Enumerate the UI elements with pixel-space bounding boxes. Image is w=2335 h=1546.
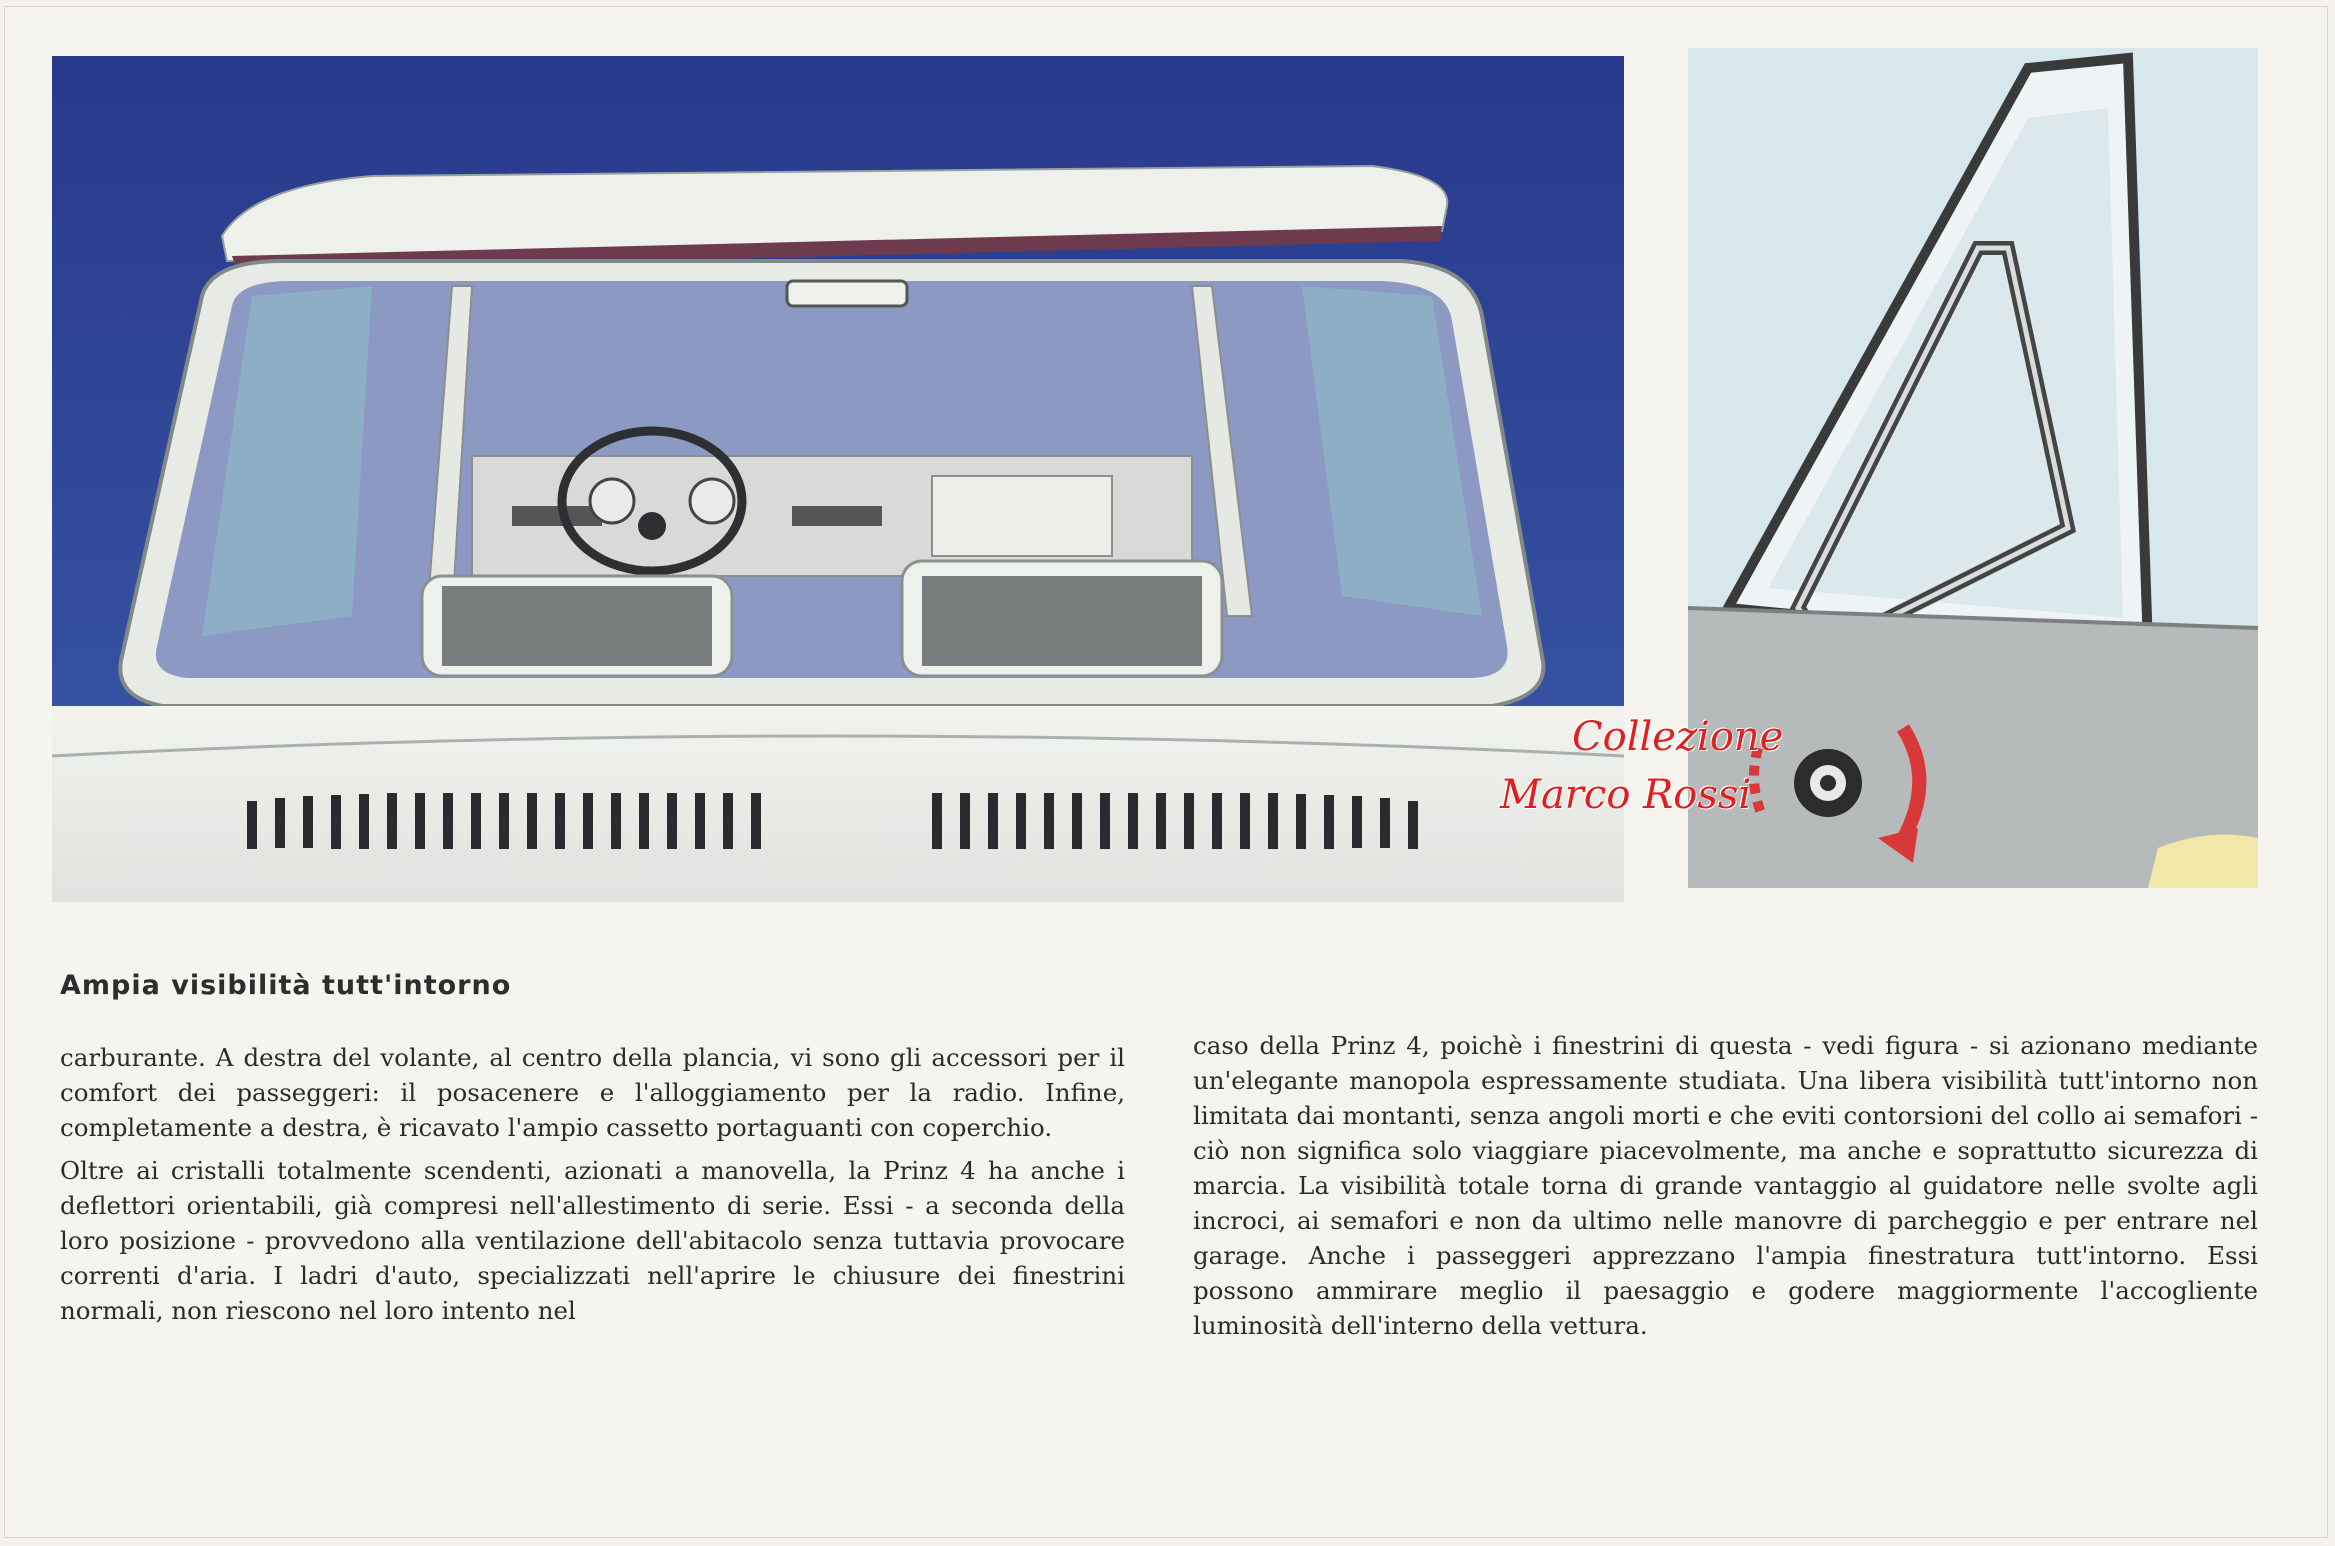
car-front-drawing: [52, 56, 1624, 902]
section-heading: Ampia visibilità tutt'intorno: [60, 970, 512, 1001]
left-paragraph-2: Oltre ai cristalli totalmente scendenti, azionati a manovella, la Prinz 4 ha anche i deflettori orientabili, già compresi nell'allestimento di serie. Essi - a seconda della loro posizione - provvedono alla ventilazione dell'abitacolo senza tuttavia provocare correnti d'aria. I ladri d'auto, specializzati nell'aprire le chiusure dei finestrini normali, non riescono nel loro intento nel: [60, 1156, 1125, 1325]
right-paragraph-1: caso della Prinz 4, poichè i finestrini di questa - vedi figura - si azionano mediante un'elegante manopola espressamente studiata. Una libera visibilità tutt'intorno non limitata dai montanti, senza angoli morti e che eviti contorsioni del collo ai semafori - ciò non significa solo viaggiare piacevolmente, ma anche e soprattutto sicurezza di marcia. La visibilità totale torna di grande vantaggio al guidatore nelle svolte agli incroci, ai semafori e non da ultimo nelle manovre di parcheggio e per entrare nel garage. Anche i passeggeri apprezzano l'ampia finestratura tutt'intorno. Essi possono ammirare meglio il paesaggio e godere maggiormente l'accogliente luminosità dell'interno della vettura.: [1193, 1031, 2258, 1340]
windshield-illustration: [52, 56, 1624, 902]
left-text-column: [60, 1040, 1125, 1336]
watermark-line2: Marco Rossi: [1500, 772, 1752, 818]
watermark-line1: Collezione: [1572, 714, 1784, 760]
right-text-column: [1193, 1028, 2258, 1351]
collection-watermark: [1500, 708, 1860, 824]
left-paragraph-1: carburante. A destra del volante, al centro della plancia, vi sono gli accessori per il comfort dei passeggeri: il posacenere e l'alloggiamento per la radio. Infine, completamente a destra, è ricavato l'ampio cassetto portaguanti con coperchio.: [60, 1043, 1125, 1142]
